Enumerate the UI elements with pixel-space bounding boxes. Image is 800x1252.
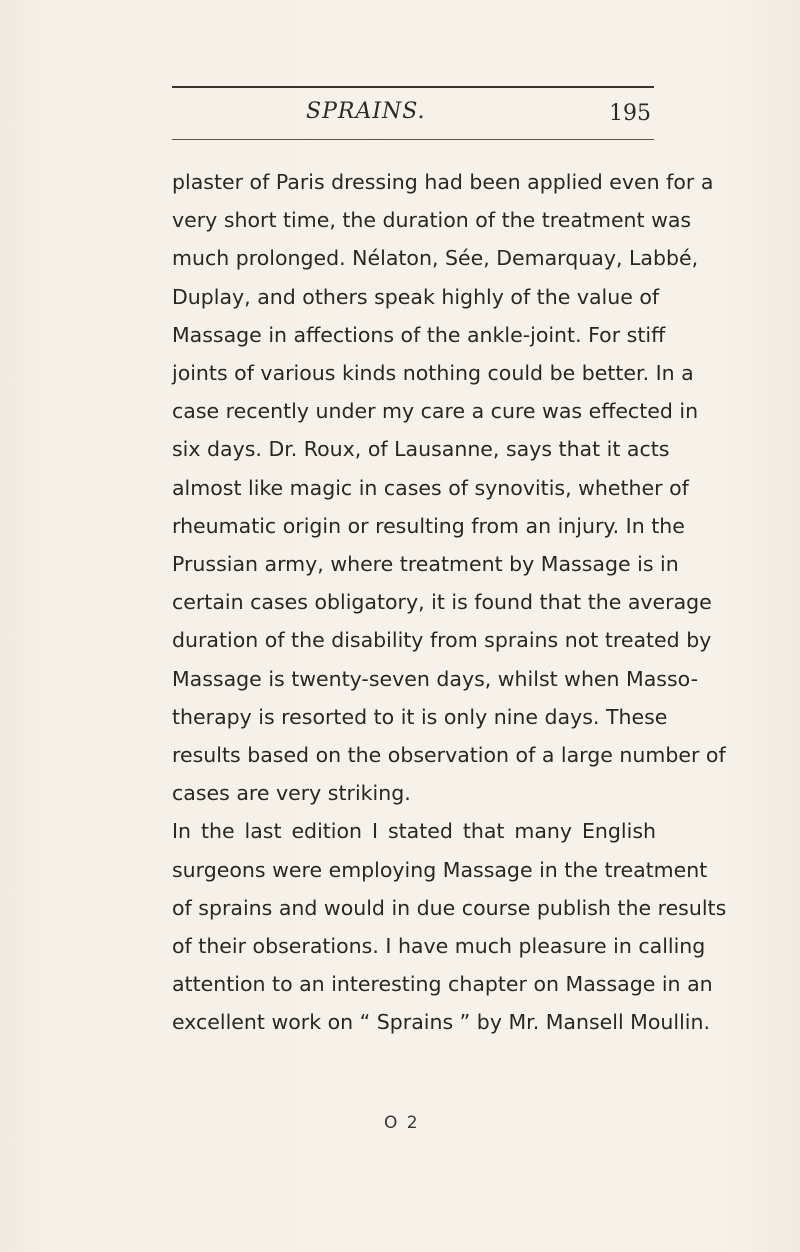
header-bottom-rule <box>172 139 654 140</box>
text-line: excellent work on “ Sprains ” by Mr. Mansell Moullin. <box>172 1010 710 1035</box>
text-line: very short time, the duration of the treatment was <box>172 208 692 233</box>
text-line: In the last edition I stated that many English <box>172 819 656 844</box>
text-line: duration of the disability from sprains not treated by <box>172 628 712 653</box>
text-line: Duplay, and others speak highly of the value of <box>172 284 660 309</box>
text-line: cases are very striking. <box>172 781 411 806</box>
text-line: of their obserations. I have much pleasure in calling <box>172 934 706 959</box>
signature-mark: O 2 <box>384 1113 420 1133</box>
text-line: six days. Dr. Roux, of Lausanne, says that it acts <box>172 437 670 462</box>
text-line: much prolonged. Nélaton, Sée, Demarquay, Labbé, <box>172 246 699 271</box>
running-head: SPRAINS. <box>306 99 426 124</box>
text-line: plaster of Paris dressing had been applied even for a <box>172 170 714 194</box>
text-line: Massage is twenty-seven days, whilst when Masso- <box>172 666 698 691</box>
text-line: attention to an interesting chapter on Massage in an <box>172 972 713 997</box>
text-line: almost like magic in cases of synovitis, whether of <box>172 475 689 500</box>
body-text <box>172 163 727 1042</box>
text-line: rheumatic origin or resulting from an injury. In the <box>172 513 685 538</box>
text-line: therapy is resorted to it is only nine days. These <box>172 704 668 729</box>
page-number: 195 <box>609 101 651 126</box>
text-line: surgeons were employing Massage in the treatment <box>172 857 708 882</box>
text-line: certain cases obligatory, it is found that the average <box>172 590 712 615</box>
text-line: results based on the observation of a large number of <box>172 743 726 768</box>
text-line: joints of various kinds nothing could be better. In a <box>172 361 694 386</box>
text-line: Massage in affections of the ankle-joint. For stiff <box>172 322 666 347</box>
text-line: case recently under my care a cure was effected in <box>172 399 699 424</box>
text-line: Prussian army, where treatment by Massage is in <box>172 552 679 577</box>
text-line: of sprains and would in due course publish the results <box>172 895 727 920</box>
header-top-rule <box>172 86 654 88</box>
